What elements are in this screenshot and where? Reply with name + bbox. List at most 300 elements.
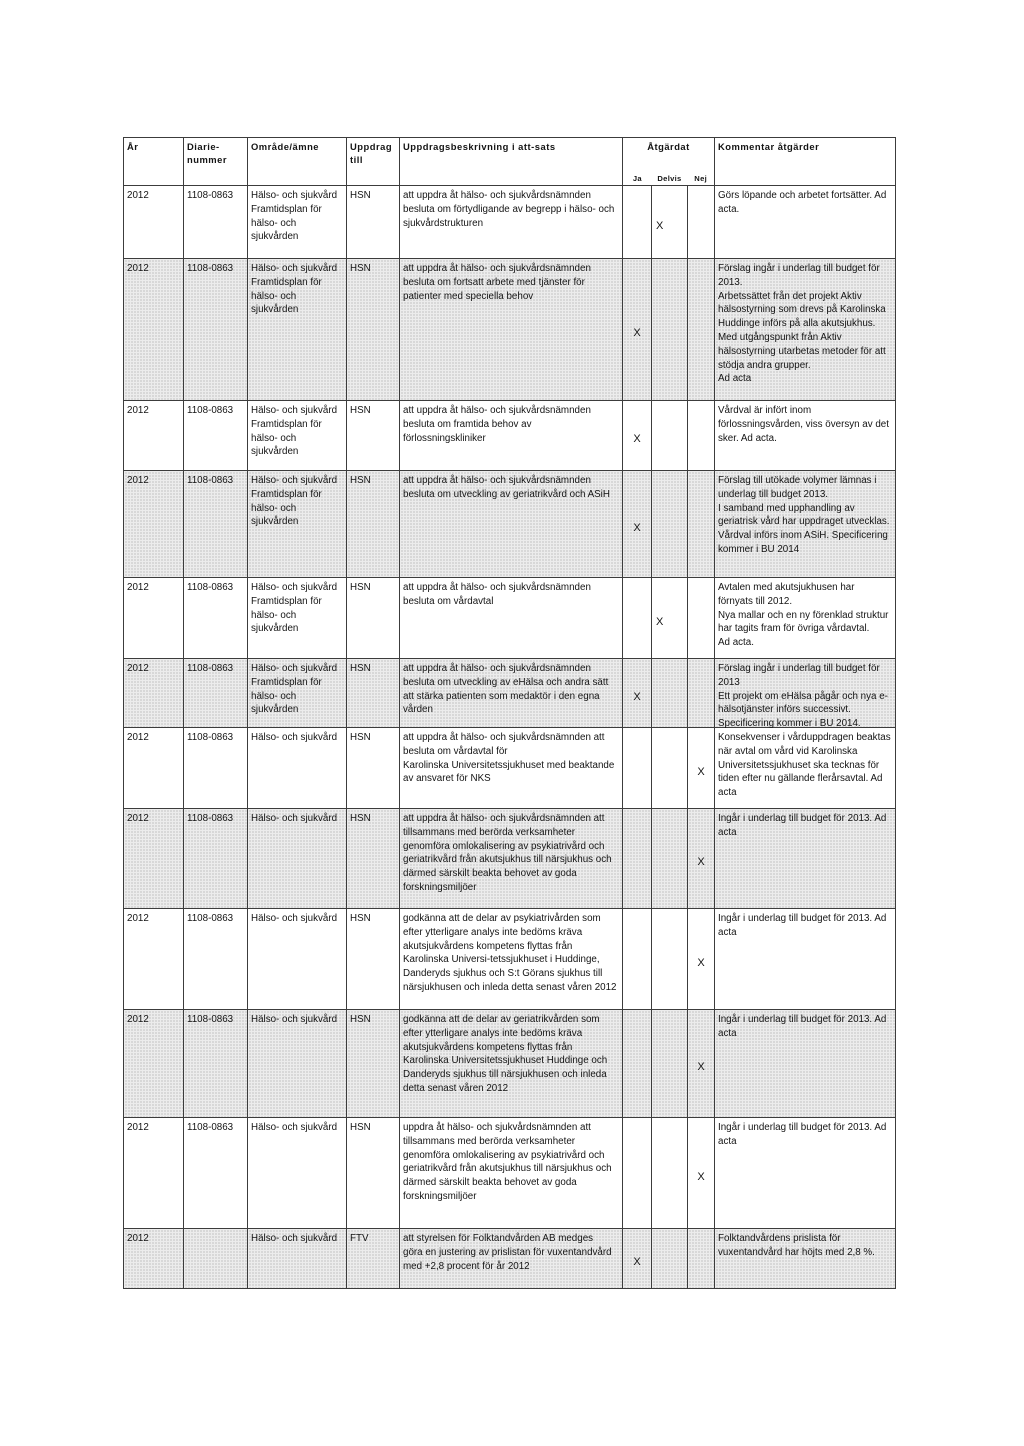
table-row <box>124 728 896 809</box>
area-cell <box>248 578 347 659</box>
text-line: Avtalen med akutsjukhusen har <box>718 582 855 593</box>
text-line: med +2,8 procent för år 2012 <box>403 1260 530 1272</box>
text-line: HSN <box>350 475 371 486</box>
text-line: har tagits fram för övriga vårdavtal. <box>718 623 870 635</box>
text-line: sjukvården <box>251 304 299 316</box>
text-line: 1108-0863 <box>187 732 234 743</box>
text-line: tillsammans med berörda verksamheter <box>403 1135 576 1147</box>
text-line: Nya mallar och en ny förenklad struktur <box>718 609 889 621</box>
comment-cell <box>715 728 896 809</box>
done-partly-cell <box>652 259 688 401</box>
year-cell <box>124 659 184 728</box>
comment-cell <box>715 659 896 728</box>
table-row <box>124 1229 896 1289</box>
done-no-cell <box>688 401 715 471</box>
done-no-cell <box>688 728 715 809</box>
diarie-cell <box>184 471 248 578</box>
text-line: hälsostyrning utarbetas metoder för att <box>718 345 886 357</box>
area-cell <box>248 401 347 471</box>
header-diarie-label-1: Diarie- <box>187 141 220 152</box>
text-line: förlossningskliniker <box>403 432 486 444</box>
comment-cell <box>715 471 896 578</box>
year-cell <box>124 401 184 471</box>
text-line: Universitetssjukhuset ska tecknas för <box>718 759 880 771</box>
text-line: akutsjukvårdens kompetens flyttas från <box>403 1041 573 1053</box>
text-line: HSN <box>350 732 371 743</box>
description-cell <box>400 471 623 578</box>
text-line: 1108-0863 <box>187 263 234 274</box>
text-line: acta <box>718 1135 737 1147</box>
text-line: därmed särskilt beakta behovet av goda <box>403 1177 577 1189</box>
header-comment <box>715 138 896 186</box>
description-cell <box>400 909 623 1010</box>
header-row <box>124 138 896 186</box>
text-line: hälsostyrning som drevs på Karolinska <box>718 304 886 316</box>
text-line: att uppdra åt hälso- och sjukvårdsnämnden <box>403 582 591 593</box>
text-line: hälso- och <box>251 690 297 702</box>
done-partly-cell <box>652 1010 688 1118</box>
text-line: geriatrikvård från akutsjukhus till närsjukhus och <box>403 1163 612 1175</box>
text-line: Hälso- och sjukvård <box>251 190 338 201</box>
done-no-cell <box>688 659 715 728</box>
table-row <box>124 186 896 259</box>
text-line: geriatrikvård från akutsjukhus till närsjukhus och <box>403 854 612 866</box>
assigned-to-cell <box>347 401 400 471</box>
text-line: 2013 <box>718 676 740 688</box>
done-no-cell <box>688 1010 715 1118</box>
comment-cell <box>715 1010 896 1118</box>
year-cell <box>124 259 184 401</box>
header-diarie <box>184 138 248 186</box>
text-line: 1108-0863 <box>187 582 234 593</box>
text-line: Framtidsplan för <box>251 276 322 288</box>
text-line: geriatrisk vård har uppdraget utvecklas. <box>718 516 890 528</box>
text-line: att uppdra åt hälso- och sjukvårdsnämnden <box>403 663 591 674</box>
done-partly-cell <box>652 578 688 659</box>
text-line: 2012 <box>127 1233 149 1244</box>
text-line: tiden efter nu gällande flerårsavtal. Ad <box>718 773 883 785</box>
year-cell <box>124 1118 184 1229</box>
done-yes-cell <box>623 1010 652 1118</box>
text-line: Hälso- och sjukvård <box>251 663 338 674</box>
text-line: godkänna att de delar av psykiatrivården som <box>403 913 601 924</box>
assignment-table <box>123 137 896 1289</box>
done-no-cell <box>688 909 715 1010</box>
text-line: Ingår i underlag till budget för 2013. Ad <box>718 913 887 924</box>
done-partly-cell <box>652 728 688 809</box>
text-line: Karolinska Universitetssjukhuset Huddinge och <box>403 1055 608 1067</box>
text-line: underlag till budget 2013. <box>718 488 829 500</box>
text-line: besluta om vårdavtal <box>403 595 494 607</box>
check-mark: X <box>697 956 705 969</box>
text-line: sjukvården <box>251 516 299 528</box>
text-line: besluta om utveckling av eHälsa och andra sätt <box>403 676 609 688</box>
text-line: Ett projekt om eHälsa pågår och nya e- <box>718 690 888 702</box>
text-line: sjukvården <box>251 704 299 716</box>
table-row <box>124 1010 896 1118</box>
description-cell <box>400 1118 623 1229</box>
year-cell <box>124 578 184 659</box>
text-line: HSN <box>350 1014 371 1025</box>
done-no-cell <box>688 471 715 578</box>
year-cell <box>124 809 184 909</box>
table-row <box>124 259 896 401</box>
table-header <box>124 138 896 186</box>
description-cell <box>400 1010 623 1118</box>
text-line: besluta om utveckling av geriatrikvård och ASiH <box>403 488 610 500</box>
year-cell <box>124 186 184 259</box>
year-cell <box>124 728 184 809</box>
diarie-cell <box>184 809 248 909</box>
text-line: HSN <box>350 1122 371 1133</box>
text-line: besluta om fortsatt arbete med tjänster för <box>403 276 585 288</box>
table-row <box>124 659 896 728</box>
header-diarie-label-2: nummer <box>187 154 227 165</box>
header-year <box>124 138 184 186</box>
text-line: att uppdra åt hälso- och sjukvårdsnämnden <box>403 263 591 274</box>
text-line: acta <box>718 926 737 938</box>
check-mark: X <box>697 765 705 778</box>
text-line: Ingår i underlag till budget för 2013. Ad <box>718 1122 887 1133</box>
text-line: 2012 <box>127 1014 149 1025</box>
check-mark: X <box>697 1170 705 1183</box>
text-line: hälso- och <box>251 609 297 621</box>
text-line: 2013. <box>718 276 743 288</box>
text-line: Danderyds sjukhus och S:t Görans sjukhus till <box>403 968 603 980</box>
text-line <box>187 1232 245 1246</box>
text-line: Hälso- och sjukvård <box>251 1122 338 1133</box>
diarie-cell <box>184 401 248 471</box>
text-line: acta <box>718 787 737 799</box>
area-cell <box>248 909 347 1010</box>
text-line: sker. Ad acta. <box>718 432 777 444</box>
comment-cell <box>715 186 896 259</box>
text-line: godkänna att de delar av geriatrikvården som <box>403 1014 600 1025</box>
table-row <box>124 401 896 471</box>
diarie-cell <box>184 186 248 259</box>
done-no-cell <box>688 578 715 659</box>
table-row <box>124 471 896 578</box>
header-assigned-label-1: Uppdrag <box>350 141 393 152</box>
text-line: besluta om framtida behov av <box>403 418 532 430</box>
header-description-label: Uppdragsbeskrivning i att-sats <box>403 141 556 152</box>
header-assigned-to <box>347 138 400 186</box>
text-line: sjukvårdstrukturen <box>403 217 484 229</box>
header-area <box>248 138 347 186</box>
comment-cell <box>715 259 896 401</box>
text-line: 2012 <box>127 1122 149 1133</box>
header-done-group <box>623 140 714 184</box>
diarie-cell <box>184 1010 248 1118</box>
description-cell <box>400 259 623 401</box>
check-mark: X <box>633 1256 641 1268</box>
comment-cell <box>715 1229 896 1289</box>
text-line: när avtal om vård vid Karolinska <box>718 745 858 757</box>
comment-cell <box>715 809 896 909</box>
done-partly-cell <box>652 909 688 1010</box>
area-cell <box>248 809 347 909</box>
check-mark: X <box>656 219 664 232</box>
header-done-yes: Ja <box>632 174 642 183</box>
year-cell <box>124 1010 184 1118</box>
text-line: Hälso- och sjukvård <box>251 582 338 593</box>
text-line: 1108-0863 <box>187 475 234 486</box>
text-line: 2012 <box>127 732 149 743</box>
text-line: att stärka patienten som medaktör i den egna <box>403 690 600 702</box>
text-line: Framtidsplan för <box>251 203 322 215</box>
assigned-to-cell <box>347 259 400 401</box>
diarie-cell <box>184 659 248 728</box>
text-line: Hälso- och sjukvård <box>251 813 338 824</box>
done-yes-cell <box>623 471 652 578</box>
text-line: genomföra omlokalisering av psykiatrivård och <box>403 840 605 852</box>
text-line: hälso- och <box>251 502 297 514</box>
text-line: besluta om förtydligande av begrepp i hälso- och <box>403 203 615 215</box>
text-line: besluta om vårdavtal för <box>403 745 508 757</box>
assigned-to-cell <box>347 578 400 659</box>
text-line: 1108-0863 <box>187 1122 234 1133</box>
assigned-to-cell <box>347 1229 400 1289</box>
text-line: 2012 <box>127 913 149 924</box>
text-line: acta <box>718 1027 737 1039</box>
done-yes-cell <box>623 186 652 259</box>
area-cell <box>248 259 347 401</box>
done-yes-cell <box>623 728 652 809</box>
text-line: Framtidsplan för <box>251 676 322 688</box>
done-yes-cell <box>623 1229 652 1289</box>
check-mark: X <box>633 327 641 339</box>
text-line: göra en justering av prislistan för vuxentandvård <box>403 1246 612 1258</box>
assigned-to-cell <box>347 1118 400 1229</box>
header-done-subheaders <box>623 174 714 184</box>
text-line: Vårdval införs inom ASiH. Specificering <box>718 530 888 542</box>
text-line: uppdra åt hälso- och sjukvårdsnämnden att <box>403 1122 591 1133</box>
text-line: 1108-0863 <box>187 813 234 824</box>
text-line: av ansvaret för NKS <box>403 773 491 785</box>
text-line: Hälso- och sjukvård <box>251 405 338 416</box>
text-line: akutsjukvårdens kompetens flyttas från <box>403 940 573 952</box>
check-mark: X <box>633 433 641 445</box>
text-line: Hälso- och sjukvård <box>251 1014 338 1025</box>
header-year-label: År <box>127 141 139 152</box>
text-line: 2012 <box>127 582 149 593</box>
area-cell <box>248 728 347 809</box>
table-row <box>124 578 896 659</box>
done-partly-cell <box>652 1118 688 1229</box>
done-no-cell <box>688 1118 715 1229</box>
text-line: forskningsmiljöer <box>403 1190 477 1202</box>
assigned-to-cell <box>347 809 400 909</box>
text-line: vuxentandvård har höjts med 2,8 %. <box>718 1246 875 1258</box>
text-line: därmed särskilt beakta behovet av goda <box>403 868 577 880</box>
text-line: att uppdra åt hälso- och sjukvårdsnämnden <box>403 405 591 416</box>
year-cell <box>124 1229 184 1289</box>
text-line: hälsotjänster införs successivt. <box>718 704 851 716</box>
text-line: Konsekvenser i vårduppdragen beaktas <box>718 732 891 743</box>
text-line: tillsammans med berörda verksamheter <box>403 826 576 838</box>
text-line: att uppdra åt hälso- och sjukvårdsnämnden <box>403 190 591 201</box>
text-line: att uppdra åt hälso- och sjukvårdsnämnden att <box>403 813 605 824</box>
year-cell <box>124 909 184 1010</box>
done-yes-cell <box>623 909 652 1010</box>
text-line: Specificering kommer i BU 2014. <box>718 718 861 730</box>
text-line: Med utgångspunkt från Aktiv <box>718 331 842 343</box>
comment-cell <box>715 401 896 471</box>
text-line: hälso- och <box>251 432 297 444</box>
table-row <box>124 1118 896 1229</box>
text-line: Ingår i underlag till budget för 2013. Ad <box>718 813 887 824</box>
text-line: närsjukhusen och inleda detta senast våren 2012 <box>403 981 617 993</box>
done-no-cell <box>688 259 715 401</box>
done-yes-cell <box>623 259 652 401</box>
text-line: förlossningsvården, viss översyn av det <box>718 418 889 430</box>
assigned-to-cell <box>347 1010 400 1118</box>
comment-cell <box>715 909 896 1010</box>
header-assigned-label-2: till <box>350 154 363 165</box>
text-line: detta senast våren 2012 <box>403 1082 509 1094</box>
description-cell <box>400 1229 623 1289</box>
text-line: HSN <box>350 582 371 593</box>
assigned-to-cell <box>347 728 400 809</box>
text-line: stödja andra grupper. <box>718 359 811 371</box>
text-line: HSN <box>350 663 371 674</box>
diarie-cell <box>184 259 248 401</box>
text-line: forskningsmiljöer <box>403 881 477 893</box>
done-partly-cell <box>652 659 688 728</box>
header-area-label: Område/ämne <box>251 141 320 152</box>
description-cell <box>400 186 623 259</box>
done-partly-cell <box>652 471 688 578</box>
text-line: HSN <box>350 813 371 824</box>
header-description <box>400 138 623 186</box>
check-mark: X <box>697 1061 705 1073</box>
diarie-cell <box>184 728 248 809</box>
done-partly-cell <box>652 1229 688 1289</box>
text-line: HSN <box>350 405 371 416</box>
text-line: Folktandvårdens prislista för <box>718 1233 841 1244</box>
text-line: 1108-0863 <box>187 663 234 674</box>
area-cell <box>248 1229 347 1289</box>
done-partly-cell <box>652 186 688 259</box>
area-cell <box>248 1010 347 1118</box>
assigned-to-cell <box>347 186 400 259</box>
text-line: acta <box>718 826 737 838</box>
done-yes-cell <box>623 578 652 659</box>
assigned-to-cell <box>347 471 400 578</box>
year-cell <box>124 471 184 578</box>
done-yes-cell <box>623 401 652 471</box>
text-line: att uppdra åt hälso- och sjukvårdsnämnden <box>403 475 591 486</box>
comment-cell <box>715 1118 896 1229</box>
done-yes-cell <box>623 659 652 728</box>
text-line: Framtidsplan för <box>251 418 322 430</box>
area-cell <box>248 471 347 578</box>
table-row <box>124 809 896 909</box>
text-line: Hälso- och sjukvård <box>251 1233 338 1244</box>
comment-cell <box>715 578 896 659</box>
text-line: att styrelsen för Folktandvården AB medges <box>403 1233 594 1244</box>
text-line: vården <box>403 704 433 716</box>
text-line: 2012 <box>127 663 149 674</box>
text-line: Ad acta <box>718 373 752 385</box>
text-line: Danderyds sjukhus till närsjukhusen och inleda <box>403 1069 607 1081</box>
text-line: sjukvården <box>251 231 299 243</box>
text-line: patienter med speciella behov <box>403 290 534 302</box>
assigned-to-cell <box>347 659 400 728</box>
check-mark: X <box>656 615 664 628</box>
text-line: HSN <box>350 263 371 274</box>
done-no-cell <box>688 186 715 259</box>
header-done-label: Åtgärdat <box>647 141 690 152</box>
text-line: 1108-0863 <box>187 405 234 416</box>
area-cell <box>248 659 347 728</box>
text-line: 2012 <box>127 263 149 274</box>
text-line: efter ytterligare analys inte bedöms kräva <box>403 1027 583 1039</box>
area-cell <box>248 1118 347 1229</box>
text-line: 2012 <box>127 405 149 416</box>
check-mark: X <box>633 521 641 534</box>
text-line: Hälso- och sjukvård <box>251 475 338 486</box>
text-line: genomföra omlokalisering av psykiatrivård och <box>403 1149 605 1161</box>
text-line: Karolinska Universitetssjukhuset med beaktande <box>403 759 615 771</box>
text-line: 1108-0863 <box>187 190 234 201</box>
header-done <box>623 138 715 186</box>
text-line: HSN <box>350 913 371 924</box>
description-cell <box>400 659 623 728</box>
text-line: hälso- och <box>251 290 297 302</box>
text-line: FTV <box>350 1233 369 1244</box>
text-line: Hälso- och sjukvård <box>251 913 338 924</box>
text-line: Ad acta. <box>718 637 754 649</box>
diarie-cell <box>184 909 248 1010</box>
header-comment-label: Kommentar åtgärder <box>718 141 820 152</box>
check-mark: X <box>697 856 705 868</box>
table-row <box>124 909 896 1010</box>
text-line: sjukvården <box>251 623 299 635</box>
text-line: sjukvården <box>251 446 299 458</box>
done-no-cell <box>688 1229 715 1289</box>
text-line: Arbetssättet från det projekt Aktiv <box>718 290 862 302</box>
diarie-cell <box>184 578 248 659</box>
text-line: 2012 <box>127 190 149 201</box>
description-cell <box>400 578 623 659</box>
text-line: Framtidsplan för <box>251 595 322 607</box>
description-cell <box>400 401 623 471</box>
text-line: att uppdra åt hälso- och sjukvårdsnämnden att <box>403 732 605 743</box>
text-line: Hälso- och sjukvård <box>251 263 338 274</box>
text-line: 2012 <box>127 475 149 486</box>
diarie-cell <box>184 1118 248 1229</box>
text-line: 1108-0863 <box>187 913 234 924</box>
check-mark: X <box>633 690 641 703</box>
text-line: Görs löpande och arbetet fortsätter. Ad <box>718 190 887 201</box>
text-line: Förslag ingår i underlag till budget för <box>718 263 880 274</box>
area-cell <box>248 186 347 259</box>
done-partly-cell <box>652 809 688 909</box>
table-body <box>124 186 896 1289</box>
text-line: I samband med upphandling av <box>718 502 855 514</box>
text-line: efter ytterligare analys inte bedöms kräva <box>403 926 583 938</box>
text-line: Förslag till utökade volymer lämnas i <box>718 475 877 486</box>
done-no-cell <box>688 809 715 909</box>
text-line: Hälso- och sjukvård <box>251 732 338 743</box>
text-line: 1108-0863 <box>187 1014 234 1025</box>
header-done-partly: Delvis <box>657 174 682 183</box>
header-done-no: Nej <box>694 174 707 183</box>
text-line: Karolinska Universi-tetssjukhuset i Huddinge, <box>403 954 600 966</box>
description-cell <box>400 809 623 909</box>
text-line: HSN <box>350 190 371 201</box>
